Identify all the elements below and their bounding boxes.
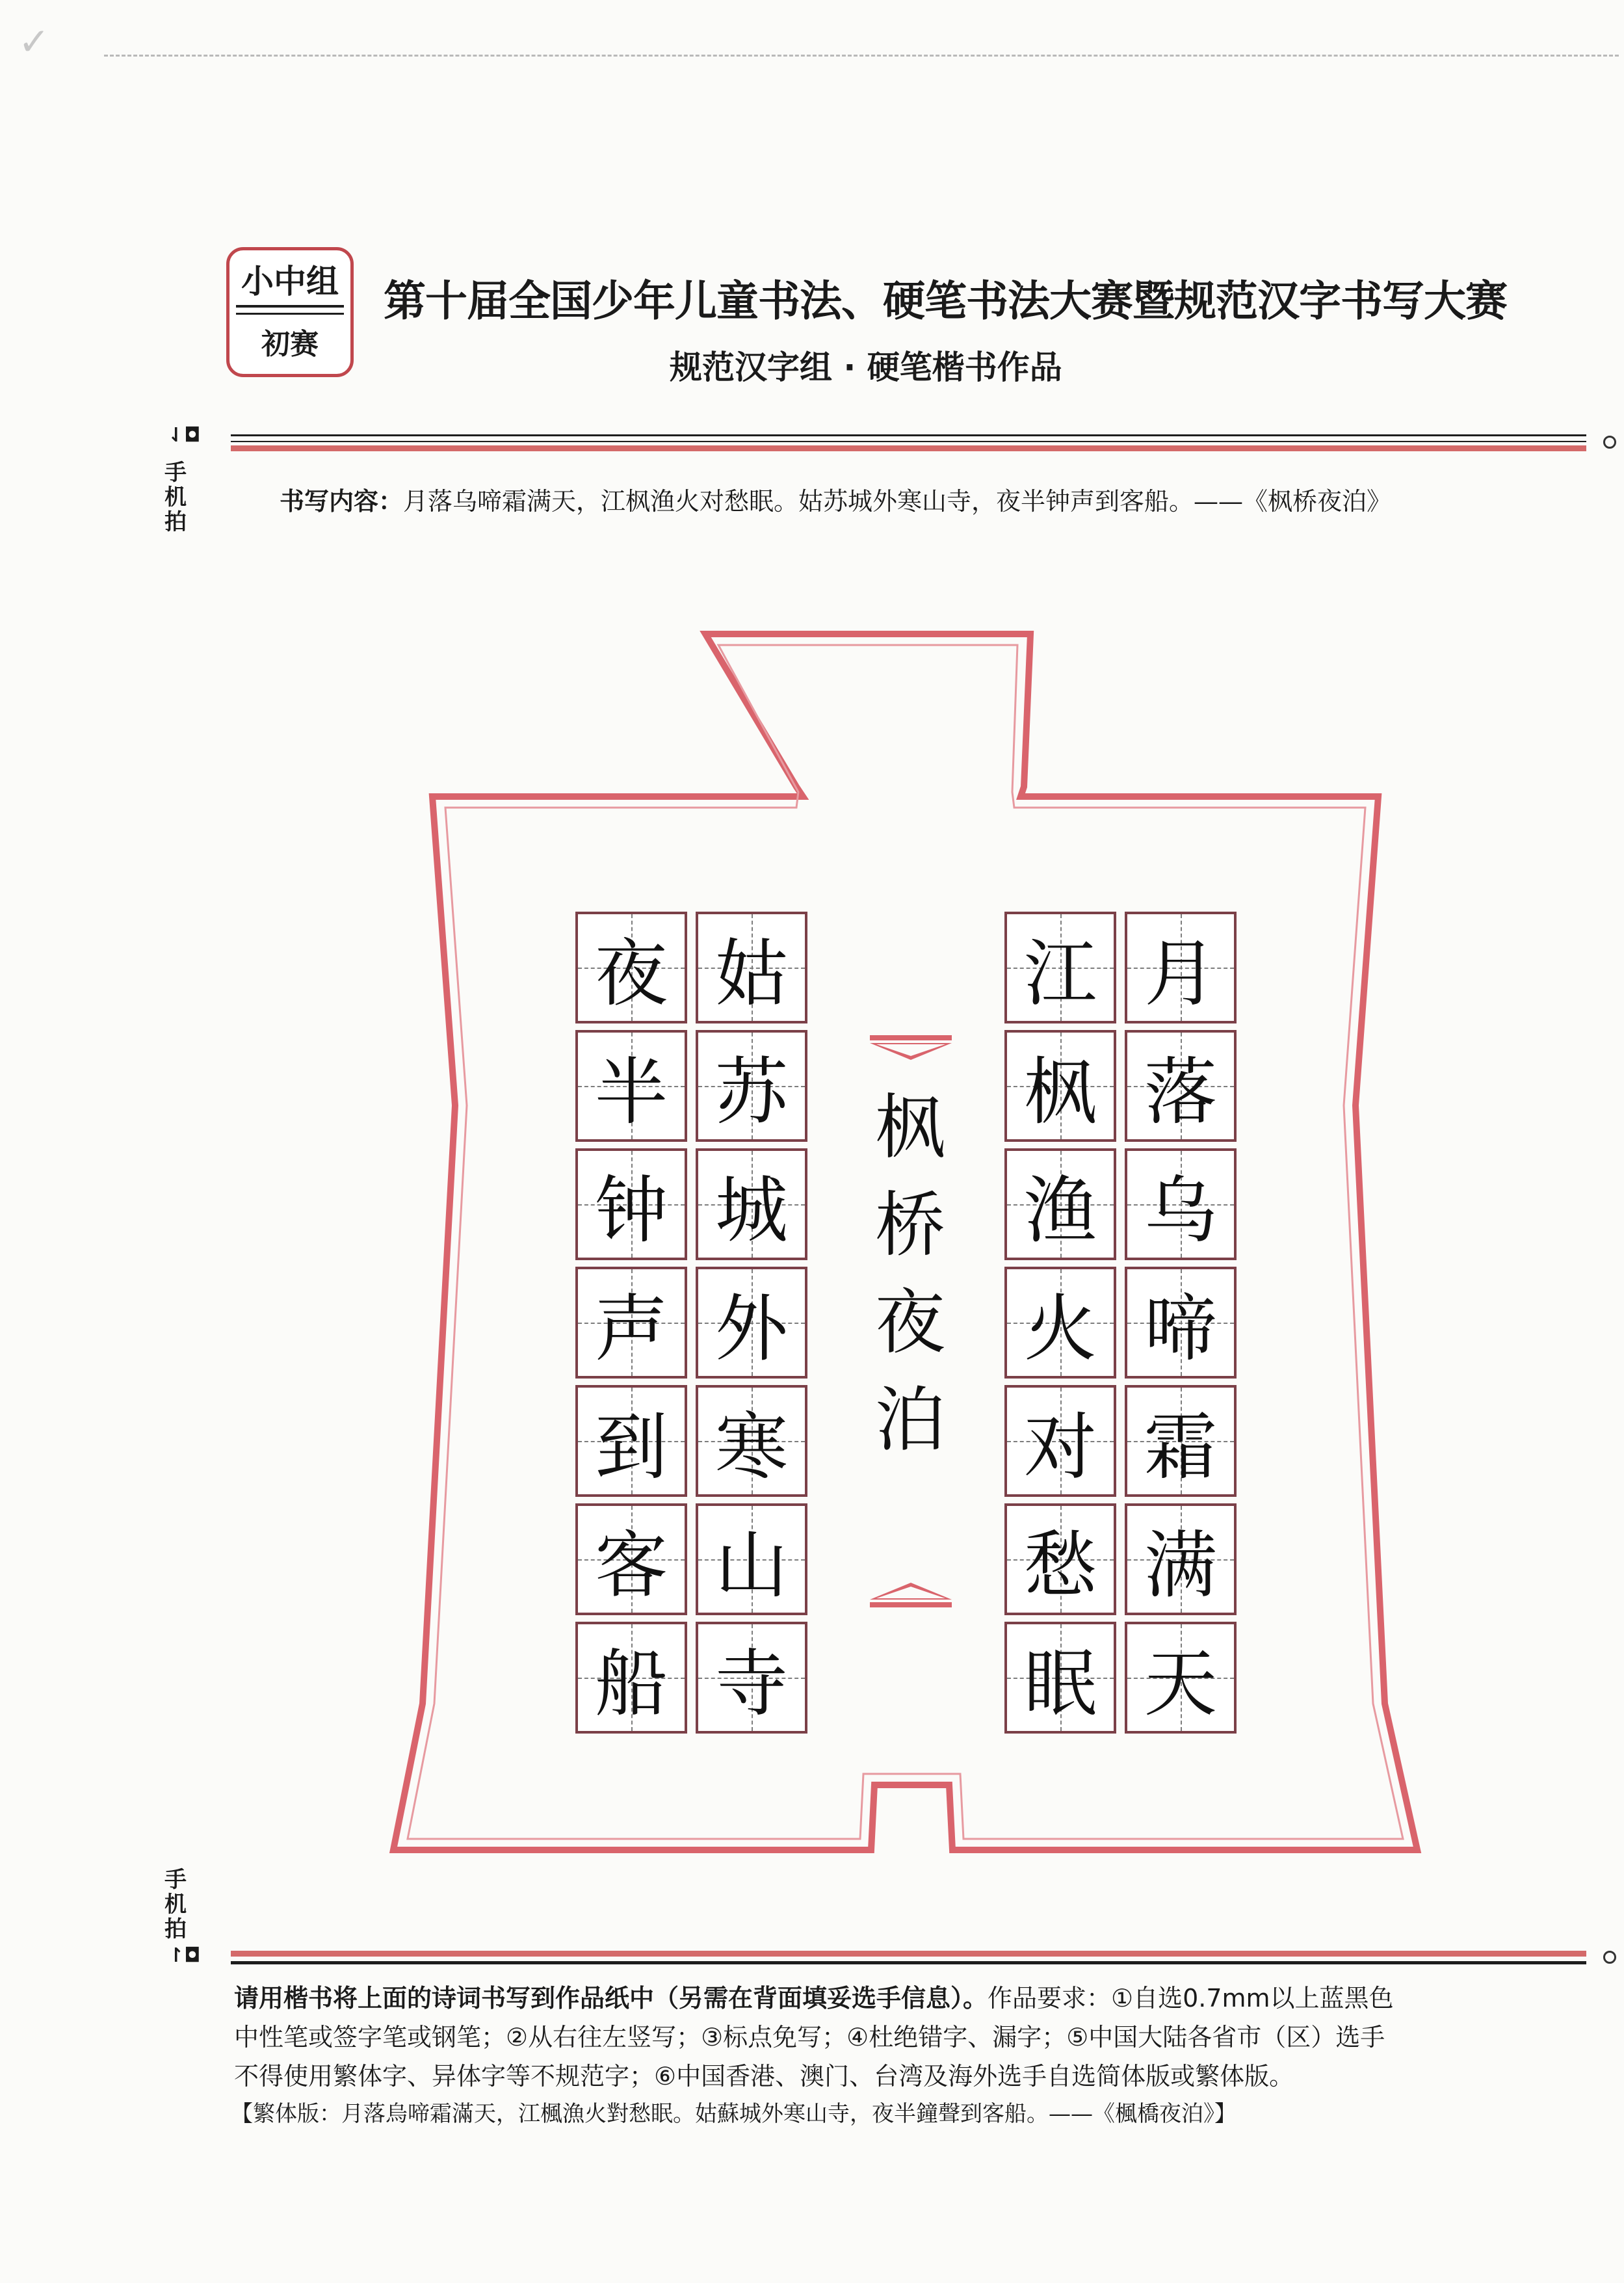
grid-cell: 对 (1004, 1385, 1116, 1497)
rule-end-mark (1603, 1951, 1616, 1964)
poem-title-char: 泊 (874, 1380, 945, 1461)
grid-cell: 满 (1125, 1503, 1237, 1615)
page-subtitle: 规范汉字组 · 硬笔楷书作品 (670, 349, 1062, 386)
content-text: 月落乌啼霜满天，江枫渔火对愁眠。姑苏城外寒山寺，夜半钟声到客船。——《枫桥夜泊》 (403, 487, 1392, 516)
grid-cell: 乌 (1125, 1148, 1237, 1260)
group-label: 小中组 (241, 263, 339, 300)
page-title: 第十届全国少年儿童书法、硬笔书法大赛暨规范汉字书写大赛 (384, 277, 1508, 326)
grid-cell: 寺 (696, 1622, 807, 1734)
grid-cell: 眠 (1004, 1622, 1116, 1734)
grid-cell: 落 (1125, 1030, 1237, 1142)
poem-column-2 (1004, 912, 1116, 1740)
camera-icon: ↾◘ (168, 1944, 201, 1967)
grid-cell: 外 (696, 1267, 807, 1379)
grid-cell: 枫 (1004, 1030, 1116, 1142)
requirements-line-3: 不得使用繁体字、异体字等不规范字；⑥中国香港、澳门、台湾及海外选手自选简体版或繁体版。 (234, 2062, 1294, 2091)
grid-cell: 姑 (696, 912, 807, 1023)
grid-cell: 山 (696, 1503, 807, 1615)
grid-cell: 苏 (696, 1030, 807, 1142)
poem-column-4 (575, 912, 687, 1740)
round-label: 初赛 (261, 328, 319, 361)
title-bottom-ornament (870, 1581, 952, 1607)
traditional-version: 【繁体版：月落烏啼霜滿天，江楓漁火對愁眠。姑蘇城外寒山寺，夜半鐘聲到客船。——《楓橋夜泊》】 (231, 2101, 1237, 2127)
grid-cell: 钟 (575, 1148, 687, 1260)
poem-title (855, 1079, 965, 1470)
side-label-top: 手机拍 (164, 460, 187, 535)
bottom-rule (231, 1947, 1586, 1964)
requirements-line-1: 请用楷书将上面的诗词书写到作品纸中（另需在背面填妥选手信息）。作品要求：①自选0.7mm以上蓝黑色 (234, 1984, 1394, 2012)
grid-cell: 客 (575, 1503, 687, 1615)
grid-cell: 天 (1125, 1622, 1237, 1734)
poem-column-3 (696, 912, 807, 1740)
requirements-line-2: 中性笔或签字笔或钢笔；②从右往左竖写；③标点免写；④杜绝错字、漏字；⑤中国大陆各省市（区）选手 (234, 2023, 1385, 2052)
grid-cell: 愁 (1004, 1503, 1116, 1615)
grid-cell: 声 (575, 1267, 687, 1379)
poem-column-1 (1125, 912, 1237, 1740)
poem-title-char: 夜 (874, 1282, 945, 1364)
grid-cell: 寒 (696, 1385, 807, 1497)
poem-title-char: 枫 (874, 1087, 945, 1168)
check-mark: ✓ (18, 20, 50, 64)
grid-cell: 夜 (575, 912, 687, 1023)
grid-cell: 火 (1004, 1267, 1116, 1379)
grid-cell: 啼 (1125, 1267, 1237, 1379)
grid-cell: 半 (575, 1030, 687, 1142)
poem-title-char: 桥 (874, 1185, 945, 1266)
side-label-bottom: 手机拍 (164, 1867, 187, 1942)
camera-icon: ⇃◘ (168, 424, 201, 447)
grid-cell: 江 (1004, 912, 1116, 1023)
grid-cell: 船 (575, 1622, 687, 1734)
grid-cell: 霜 (1125, 1385, 1237, 1497)
title-top-ornament (870, 1035, 952, 1061)
grid-cell: 月 (1125, 912, 1237, 1023)
grid-cell: 城 (696, 1148, 807, 1260)
grid-cell: 到 (575, 1385, 687, 1497)
content-label: 书写内容： (280, 487, 404, 516)
grid-cell: 渔 (1004, 1148, 1116, 1260)
